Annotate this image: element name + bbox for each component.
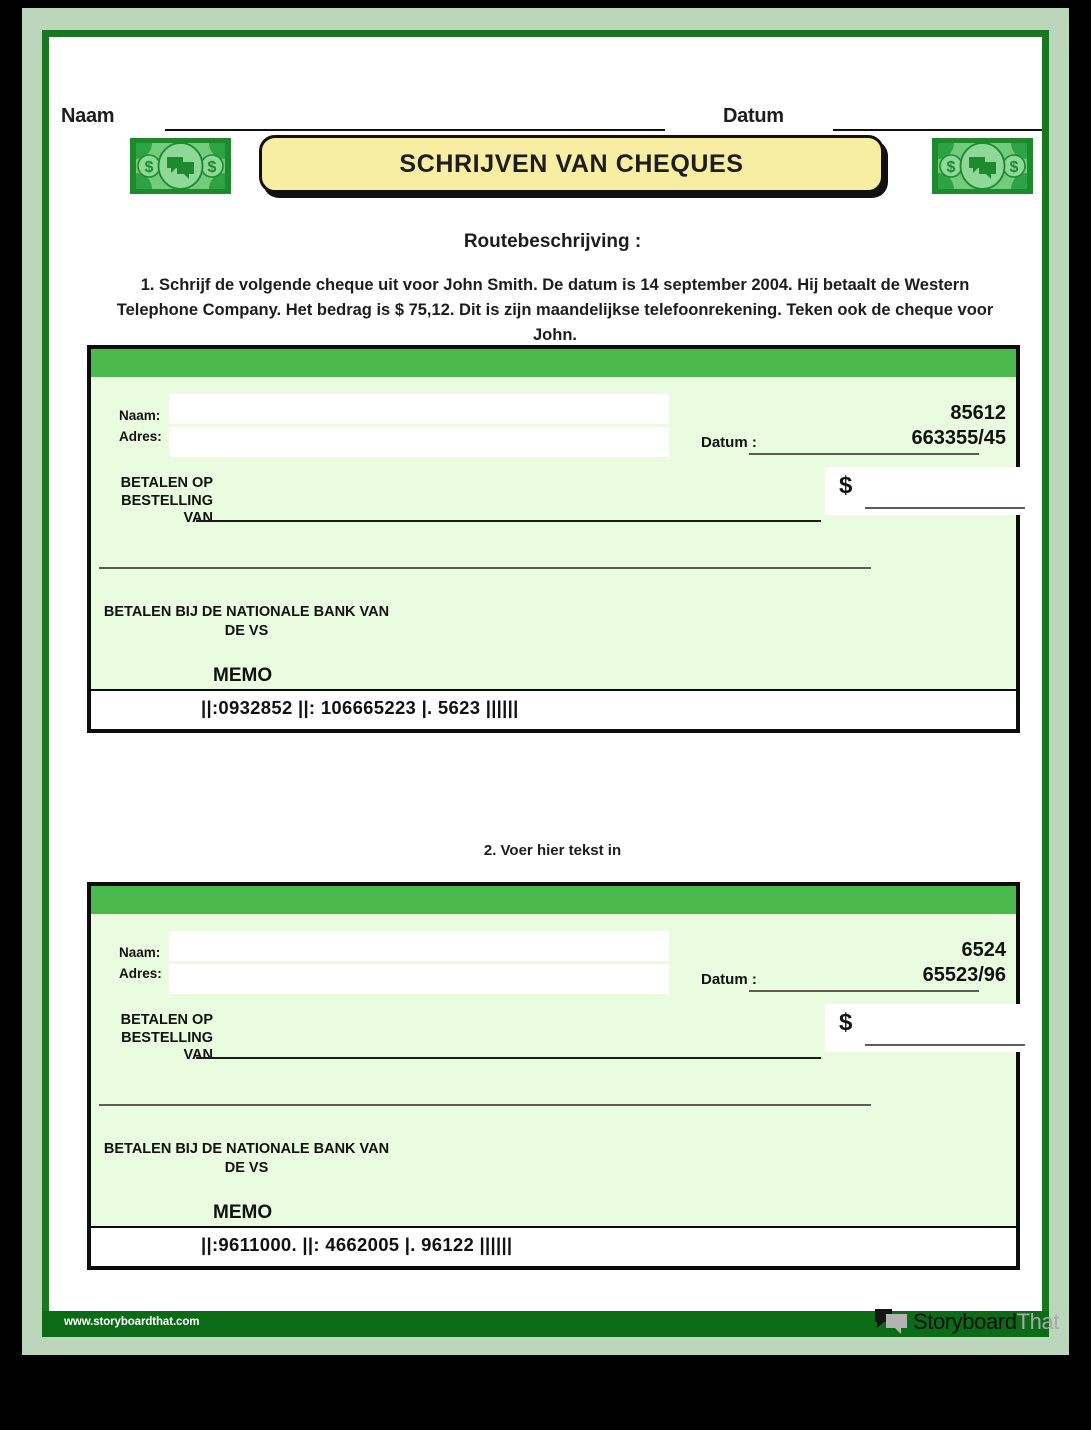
check-number-block <box>911 401 1006 451</box>
check-name-input[interactable] <box>169 394 669 424</box>
check-name-label: Naam: <box>119 945 161 960</box>
directions-heading: Routebeschrijving : <box>463 231 642 252</box>
check-date-label: Datum : <box>701 434 757 451</box>
amount-words-input-line[interactable] <box>99 1104 871 1106</box>
name-label: Naam <box>61 105 115 127</box>
page-inner-border <box>42 30 1049 1337</box>
name-input-line[interactable] <box>165 129 665 131</box>
check-address-input[interactable] <box>169 427 669 457</box>
check-address-label: Adres: <box>119 966 162 981</box>
check-number-block <box>923 938 1006 988</box>
logo-text-secondary: That <box>1016 1309 1059 1334</box>
directions-step-1: 1. Schrijf de volgende cheque uit voor John Smith. De datum is 14 september 2004. Hij betaalt de Western Telephone Company. Het bedrag is $ 75,12. Dit is zijn maandelijkse telefoonrekening. Teken ook de cheque voor John. <box>116 276 994 344</box>
check-form-1 <box>87 345 1020 733</box>
check-date-label: Datum : <box>701 971 757 988</box>
check-form-2 <box>87 882 1020 1270</box>
footer-url[interactable]: www.storyboardthat.com <box>64 1316 200 1328</box>
check-date-input-line[interactable] <box>749 990 979 992</box>
check-number: 85612 <box>950 402 1006 424</box>
dollar-sign-icon: $ <box>839 1009 853 1036</box>
check-bank-name: BETALEN BIJ DE NATIONALE BANK VAN DE VS <box>103 604 390 639</box>
svg-text:$: $ <box>1009 159 1019 176</box>
svg-text:$: $ <box>144 159 154 176</box>
check-routing-fraction: 663355/45 <box>911 427 1006 449</box>
svg-text:$: $ <box>946 159 956 176</box>
page-title: SCHRIJVEN VAN CHEQUES <box>399 149 744 178</box>
memo-label: MEMO <box>213 665 273 686</box>
dollar-sign-icon: $ <box>839 472 853 499</box>
title-banner <box>259 135 884 193</box>
check-routing-fraction: 65523/96 <box>922 964 1006 986</box>
speech-bubbles-icon <box>874 1307 908 1337</box>
check-header-band <box>91 886 1016 914</box>
check-amount-box[interactable] <box>825 1004 1033 1052</box>
directions-step-2: 2. Voer hier tekst in <box>483 842 622 859</box>
storyboardthat-logo <box>874 1305 1059 1339</box>
amount-input-line[interactable] <box>865 1044 1025 1046</box>
logo-wordmark <box>913 1309 1059 1335</box>
check-address-label: Adres: <box>119 429 162 444</box>
payee-input-line[interactable] <box>196 520 821 522</box>
svg-text:$: $ <box>207 159 217 176</box>
check-date-input-line[interactable] <box>749 453 979 455</box>
check-micr-line: ||:9611000. ||: 4662005 |. 96122 |||||| <box>201 1234 513 1255</box>
payee-input-line[interactable] <box>196 1057 821 1059</box>
check-micr-line: ||:0932852 ||: 106665223 |. 5623 |||||| <box>201 697 519 718</box>
money-bill-icon <box>931 137 1034 195</box>
memo-label: MEMO <box>213 1202 273 1223</box>
worksheet-sheet <box>49 37 1042 1330</box>
date-label: Datum <box>723 105 784 127</box>
worksheet-page <box>22 8 1069 1355</box>
check-bank-name: BETALEN BIJ DE NATIONALE BANK VAN DE VS <box>103 1141 390 1176</box>
amount-words-input-line[interactable] <box>99 567 871 569</box>
check-name-label: Naam: <box>119 408 161 423</box>
check-name-input[interactable] <box>169 931 669 961</box>
amount-input-line[interactable] <box>865 507 1025 509</box>
title-banner-row <box>49 135 1042 217</box>
check-amount-box[interactable] <box>825 467 1033 515</box>
pay-to-order-label: BETALEN OP BESTELLING VAN <box>120 1012 213 1064</box>
pay-to-order-label: BETALEN OP BESTELLING VAN <box>120 475 213 527</box>
check-micr-strip <box>91 1226 1016 1266</box>
student-info-row <box>49 105 1042 139</box>
check-micr-strip <box>91 689 1016 729</box>
logo-text-primary: Storyboard <box>912 1309 1017 1334</box>
date-input-line[interactable] <box>833 129 1042 131</box>
check-address-input[interactable] <box>169 964 669 994</box>
check-number: 6524 <box>961 939 1006 961</box>
check-header-band <box>91 349 1016 377</box>
money-bill-icon <box>129 137 232 195</box>
